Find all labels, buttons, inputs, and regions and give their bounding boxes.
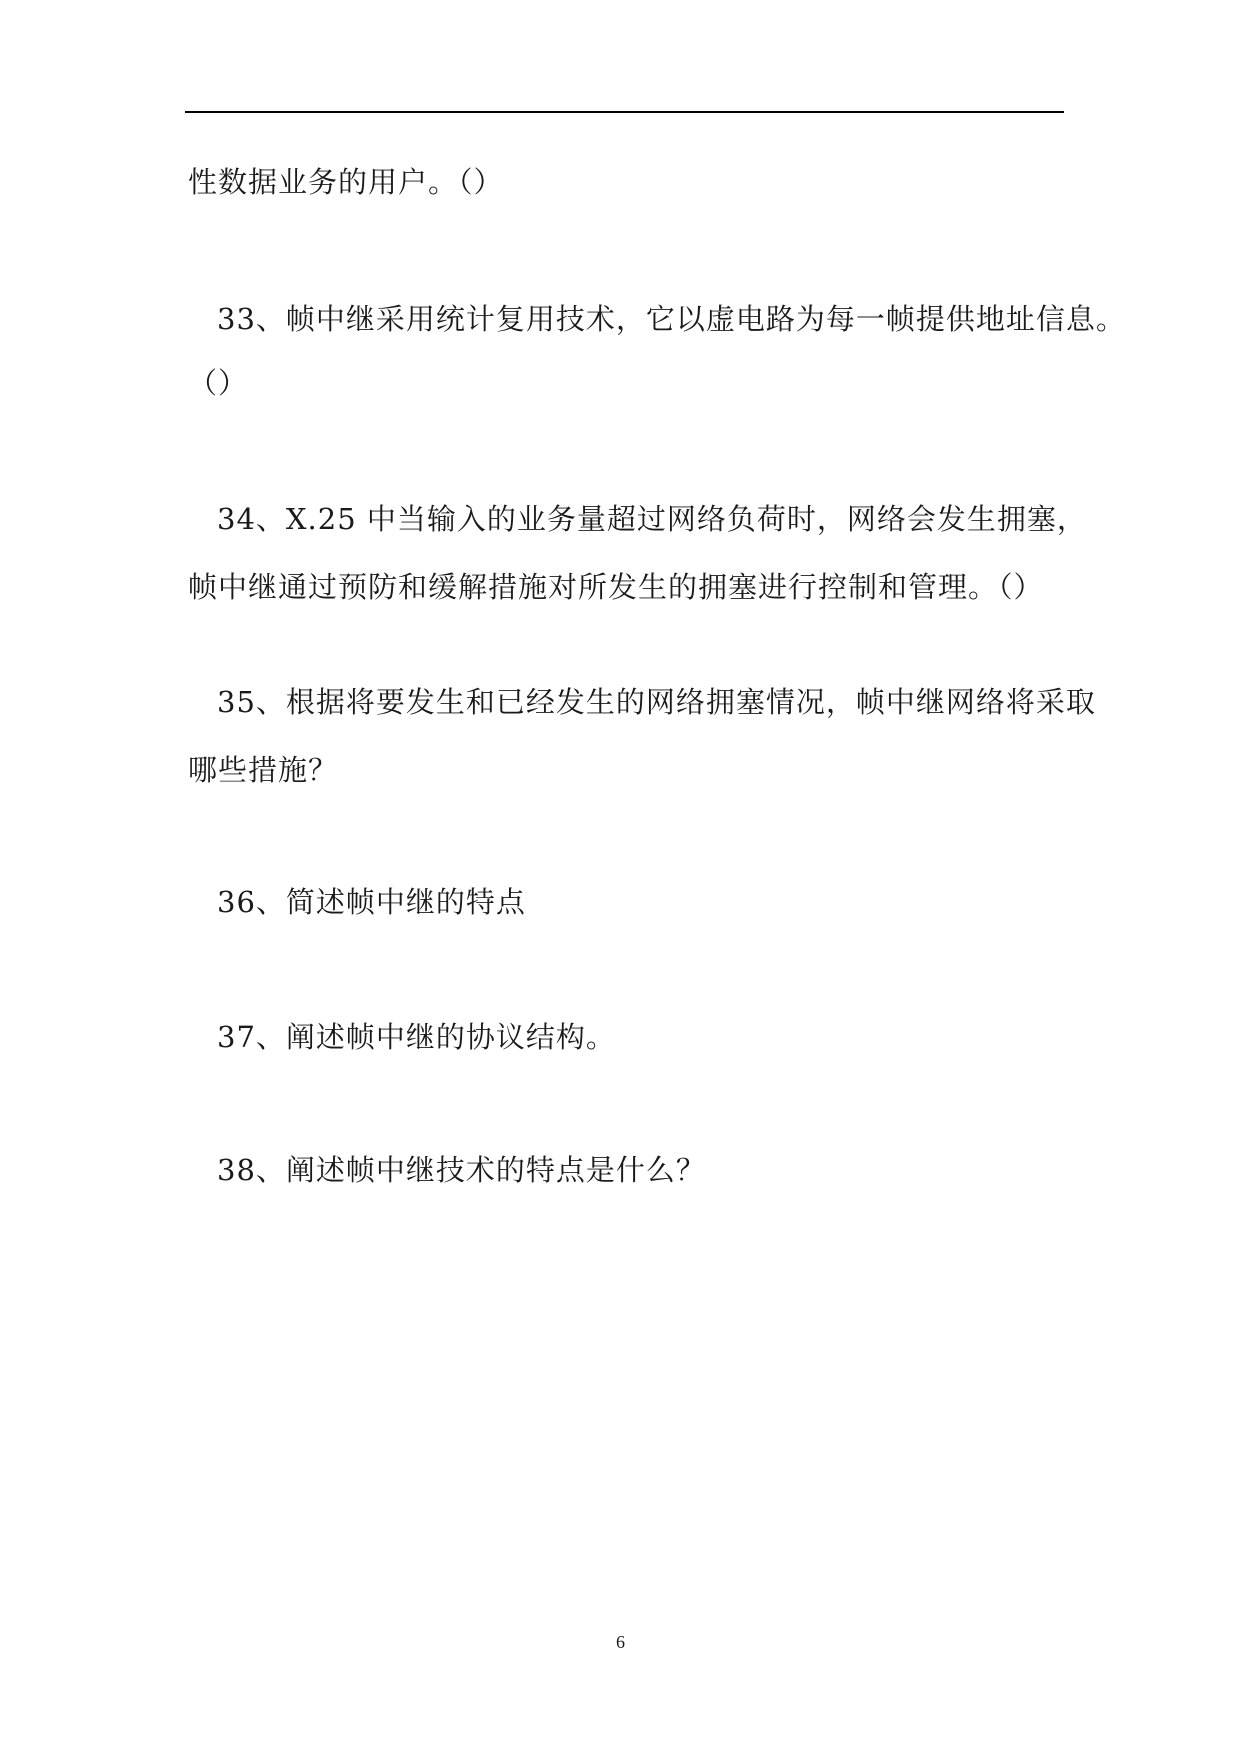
question-35 xyxy=(188,668,1096,804)
question-text-line: 帧中继通过预防和缓解措施对所发生的拥塞进行控制和管理。（） xyxy=(188,570,1044,604)
question-text-line: 35、根据将要发生和已经发生的网络拥塞情况，帧中继网络将采取 xyxy=(217,685,1096,719)
question-text-line: 36、简述帧中继的特点 xyxy=(217,885,526,919)
question-33 xyxy=(188,285,1126,417)
question-text-line: 34、X.25 中当输入的业务量超过网络负荷时，网络会发生拥塞， xyxy=(217,502,1087,536)
question-text-line: 38、阐述帧中继技术的特点是什么？ xyxy=(217,1153,706,1187)
question-text-line: 33、帧中继采用统计复用技术，它以虚电路为每一帧提供地址信息。 xyxy=(217,302,1126,336)
question-37 xyxy=(188,1003,1064,1071)
question-34 xyxy=(188,485,1087,621)
page-number: 6 xyxy=(616,1632,625,1652)
question-36 xyxy=(188,868,1064,936)
question-text-line: （） xyxy=(188,366,249,400)
text-line-continuation xyxy=(188,148,1064,216)
question-text-line: 哪些措施？ xyxy=(188,753,339,787)
text-line: 性数据业务的用户。（） xyxy=(188,165,504,199)
question-text-line: 37、阐述帧中继的协议结构。 xyxy=(217,1020,616,1054)
question-38 xyxy=(188,1136,1064,1204)
header-rule xyxy=(185,111,1064,113)
